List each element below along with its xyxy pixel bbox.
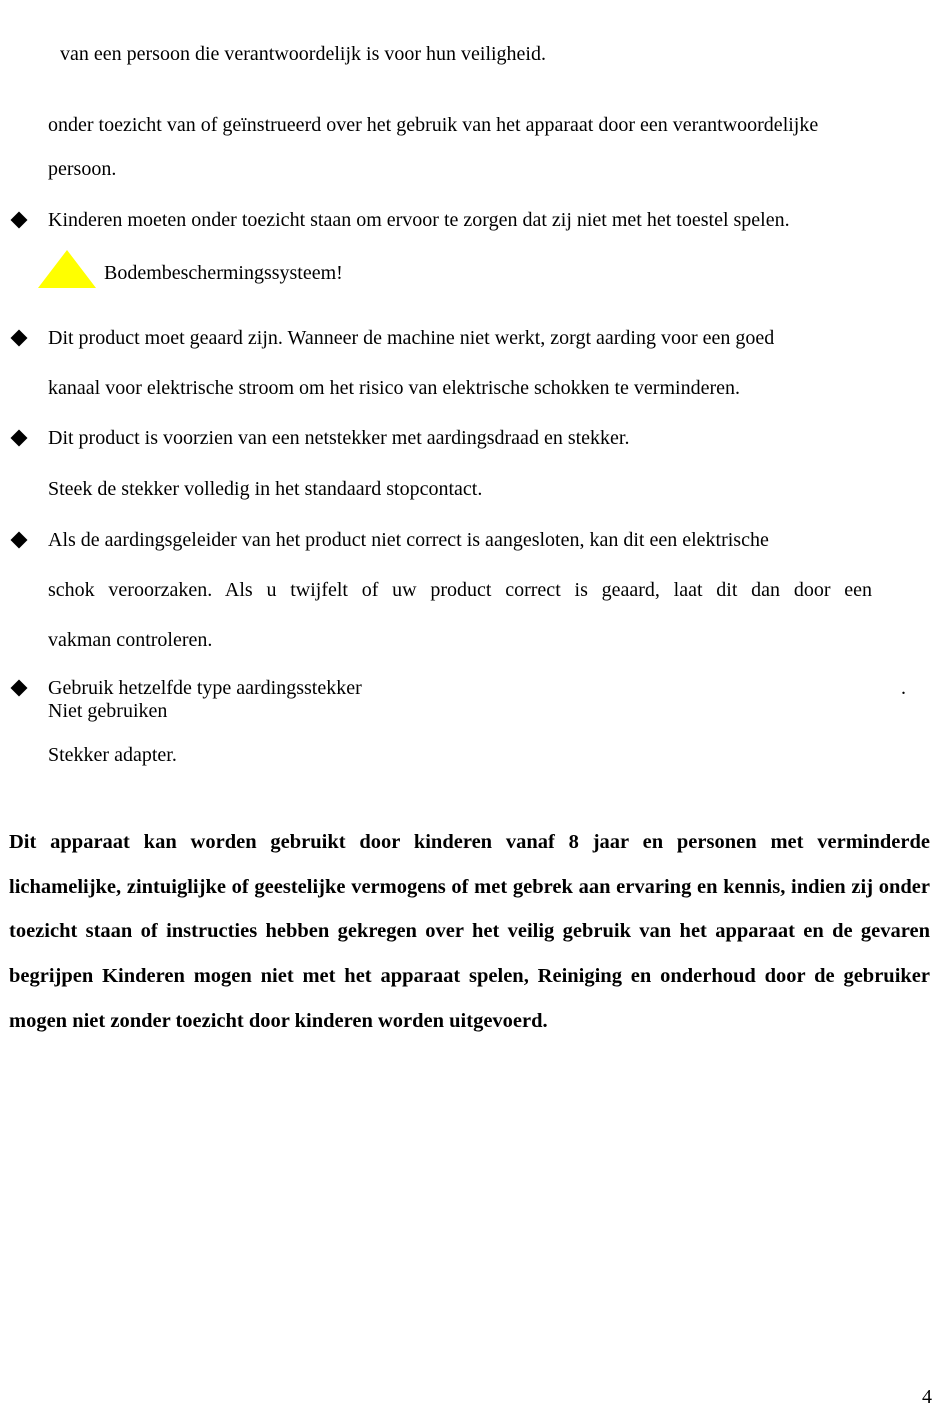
- bullet-text: kanaal voor elektrische stroom om het risico van elektrische schokken te verminderen.: [48, 377, 740, 399]
- bullet-text: Niet gebruiken: [48, 700, 168, 722]
- bullet-text: vakman controleren.: [48, 629, 213, 651]
- bullet-text: Kinderen moeten onder toezicht staan om ervoor te zorgen dat zij niet met het toestel spelen.: [48, 209, 790, 231]
- safety-paragraph: Dit apparaat kan worden gebruikt door kinderen vanaf 8 jaar en personen met verminderde lichamelijke, zintuiglijke of geestelijke vermogens of met gebrek aan ervaring en kennis, indien zij onder toezicht staan of instructies hebben gekregen over het veilig gebruik van het apparaat en de gevaren begrijpen Kinderen mogen niet met het apparaat spelen, Reiniging en onderhoud door de gebruiker mogen niet zonder toezicht door kinderen worden uitgevoerd.: [9, 831, 930, 1032]
- text-line: onder toezicht van of geïnstrueerd over het gebruik van het apparaat door een verantwoordelijke: [48, 114, 819, 136]
- text-line: van een persoon die verantwoordelijk is voor hun veiligheid.: [60, 43, 546, 65]
- bullet-text: Dit product is voorzien van een netstekker met aardingsdraad en stekker.: [48, 427, 630, 449]
- diamond-bullet-icon: [11, 212, 28, 229]
- diamond-bullet-icon: [11, 430, 28, 447]
- bullet-text: schok veroorzaken. Als u twijfelt of uw product correct is geaard, laat dit dan door een: [48, 579, 872, 601]
- diamond-bullet-icon: [11, 330, 28, 347]
- text-line: persoon.: [48, 158, 117, 180]
- warning-triangle-icon: [38, 250, 96, 288]
- diamond-bullet-icon: [11, 532, 28, 549]
- warning-label: Bodembeschermingssysteem!: [104, 262, 343, 284]
- bullet-text: Als de aardingsgeleider van het product niet correct is aangesloten, kan dit een elektrische: [48, 529, 769, 551]
- bullet-text: Gebruik hetzelfde type aardingsstekker: [48, 677, 362, 699]
- bullet-text: Dit product moet geaard zijn. Wanneer de machine niet werkt, zorgt aarding voor een goed: [48, 327, 775, 349]
- diamond-bullet-icon: [11, 680, 28, 697]
- page-number: 4: [922, 1386, 932, 1408]
- bullet-text: .: [901, 677, 906, 699]
- bullet-text: Steek de stekker volledig in het standaard stopcontact.: [48, 478, 483, 500]
- bullet-text: Stekker adapter.: [48, 744, 177, 766]
